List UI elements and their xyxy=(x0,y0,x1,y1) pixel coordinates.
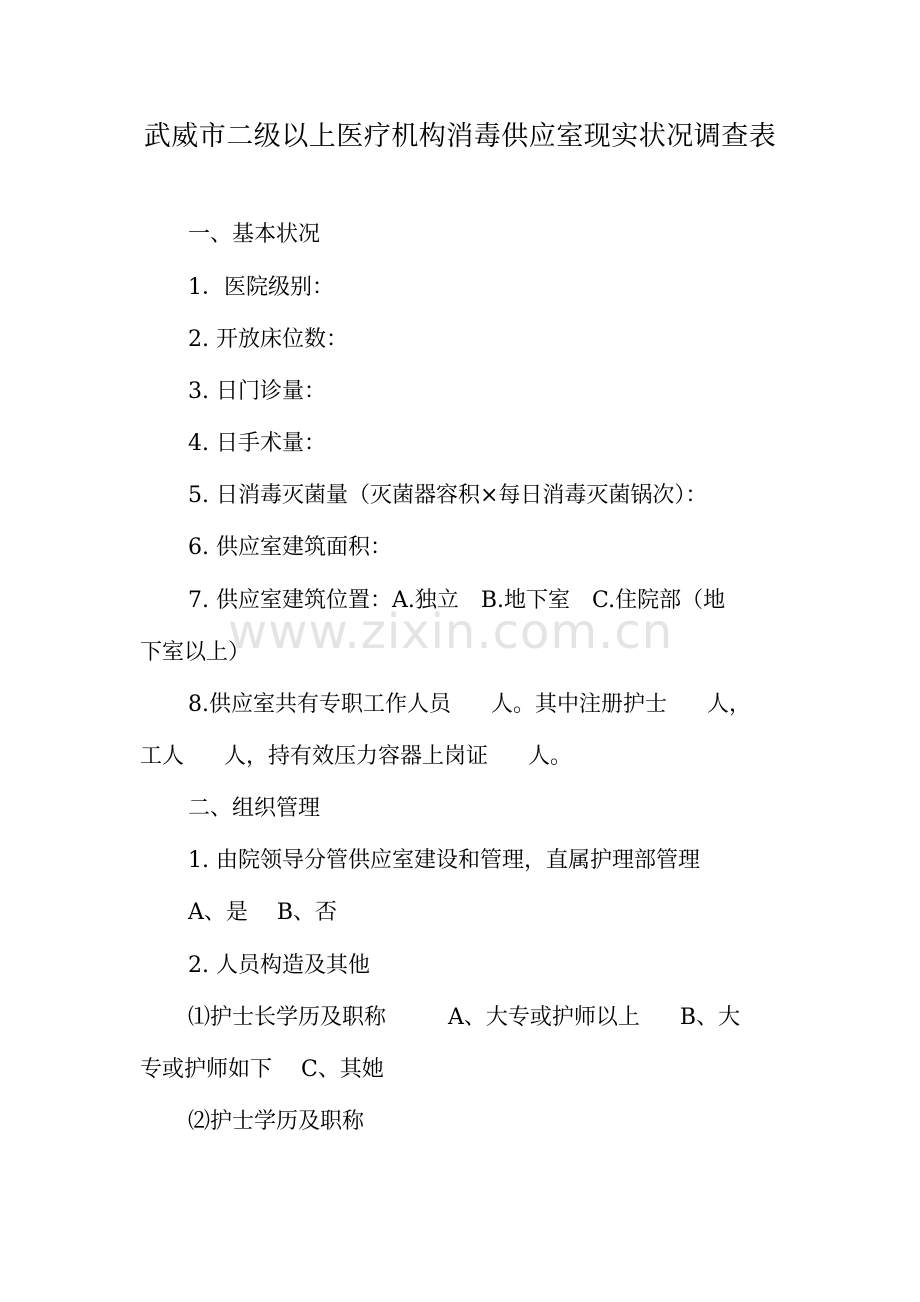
item-hospital-level: 1．医院级别： xyxy=(188,275,334,300)
item-open-beds: 2. 开放床位数： xyxy=(188,327,348,352)
item-daily-sterilization: 5. 日消毒灭菌量（灭菌器容积×每日消毒灭菌锅次）： xyxy=(188,483,708,508)
item-nurse-education: ⑵护士学历及职称 xyxy=(188,1109,365,1134)
document-title: 武威市二级以上医疗机构消毒供应室现实状况调查表 xyxy=(143,121,777,152)
item-building-location: 7. 供应室建筑位置：A.独立 B.地下室 C.住院部（地 xyxy=(188,588,726,613)
item-staff-structure: 2. 人员构造及其他 xyxy=(188,953,370,978)
item-daily-surgeries: 4. 日手术量： xyxy=(188,431,326,456)
staff-text-4: 工人 xyxy=(140,744,185,769)
item-building-area: 6. 供应室建筑面积： xyxy=(188,535,392,560)
item-staff-count xyxy=(188,689,751,721)
item-building-location-cont: 下室以上） xyxy=(140,640,251,665)
staff-text-6: 人。 xyxy=(528,744,573,769)
staff-text-2: 人。其中注册护士 xyxy=(491,692,668,717)
item-head-nurse-education-cont: 专或护师如下 C、其她 xyxy=(140,1057,384,1082)
option-a: A、大专或护师以上 xyxy=(448,1005,640,1030)
staff-text-1: 8.供应室共有专职工作人员 xyxy=(188,692,451,717)
staff-text-5: 人，持有效压力容器上岗证 xyxy=(224,744,489,769)
watermark: www.zixin.com.cn xyxy=(228,604,674,660)
item-daily-outpatients: 3. 日门诊量： xyxy=(188,379,326,404)
section1-heading: 一、基本状况 xyxy=(188,222,321,247)
option-b: B、大 xyxy=(679,1005,741,1030)
item-head-nurse-education xyxy=(188,1002,740,1034)
item-staff-count-cont xyxy=(140,741,572,773)
item-management: 1. 由院领导分管供应室建设和管理，直属护理部管理 xyxy=(188,848,700,873)
head-nurse-label: ⑴护士长学历及职称 xyxy=(188,1005,387,1030)
staff-text-3: 人， xyxy=(707,692,752,717)
section2-heading: 二、组织管理 xyxy=(188,796,321,821)
item-management-options: A、是 B、否 xyxy=(188,900,338,925)
